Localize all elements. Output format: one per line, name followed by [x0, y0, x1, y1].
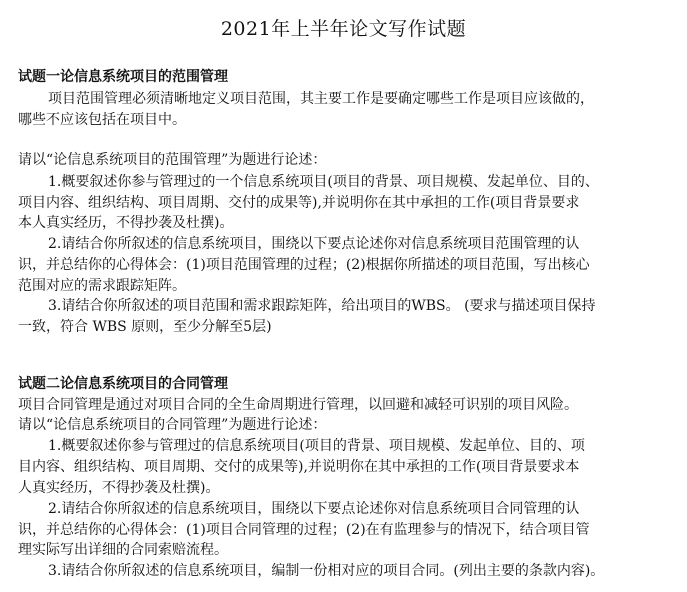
- section1-item2-line-2: 识，并总结你的心得体会：(1)项目范围管理的过程；(2)根据你所描述的项目范围，写出核心: [18, 257, 590, 273]
- section1-intro-line-1: 项目范围管理必须清晰地定义项目范围，其主要工作是要确定哪些工作是项目应该做的，: [48, 91, 594, 107]
- section1-item2-line-1: 2.请结合你所叙述的信息系统项目，围绕以下要点论述你对信息系统项目范围管理的认: [48, 236, 580, 252]
- section1-item2-line-3: 范围对应的需求跟踪矩阵。: [18, 278, 186, 294]
- section1-item1-line-2: 项目内容、组织结构、项目周期、交付的成果等),并说明你在其中承担的工作(项目背景要求: [18, 195, 580, 211]
- section1-item1-line-1: 1.概要叙述你参与管理过的一个信息系统项目(项目的背景、项目规模、发起单位、目的、: [48, 174, 599, 190]
- section1-prompt: 请以“论信息系统项目的范围管理”为题进行论述：: [18, 152, 327, 168]
- section2-intro-line-1: 项目合同管理是通过对项目合同的全生命周期进行管理，以回避和减轻可识别的项目风险。: [18, 397, 578, 413]
- section1-heading: 试题一论信息系统项目的范围管理: [18, 69, 228, 85]
- section2-item1-line-1: 1.概要叙述你参与管理过的信息系统项目(项目的背景、项目规模、发起单位、目的、项: [48, 438, 585, 454]
- section2-item1-line-2: 目内容、组织结构、项目周期、交付的成果等),并说明你在其中承担的工作(项目背景要求本: [18, 459, 580, 475]
- document-title: 2021年上半年论文写作试题: [220, 18, 467, 40]
- section2-prompt: 请以“论信息系统项目的合同管理”为题进行论述：: [18, 417, 327, 433]
- section2-item2-line-2: 识，并总结你的心得体会：(1)项目合同管理的过程；(2)在有监理参与的情况下，结合项目管: [18, 522, 590, 538]
- section1-item3-line-2: 一致，符合 WBS 原则，至少分解至5层): [18, 319, 272, 335]
- section1-item3-line-1: 3.请结合你所叙述的项目范围和需求跟踪矩阵，给出项目的WBS。 (要求与描述项目保持: [48, 298, 596, 314]
- section2-item1-line-3: 人真实经历，不得抄袭及杜撰)。: [18, 480, 220, 496]
- section2-heading: 试题二论信息系统项目的合同管理: [18, 376, 228, 392]
- section2-item2-line-1: 2.请结合你所叙述的信息系统项目，围绕以下要点论述你对信息系统项目合同管理的认: [48, 501, 580, 517]
- section2-item3-line-1: 3.请结合你所叙述的信息系统项目，编制一份相对应的项目合同。(列出主要的条款内容)。: [48, 563, 605, 579]
- section1-intro-line-2: 哪些不应该包括在项目中。: [18, 112, 186, 128]
- section2-item2-line-3: 理实际写出详细的合同索赔流程。: [18, 542, 228, 558]
- section1-item1-line-3: 本人真实经历，不得抄袭及杜撰)。: [18, 215, 234, 231]
